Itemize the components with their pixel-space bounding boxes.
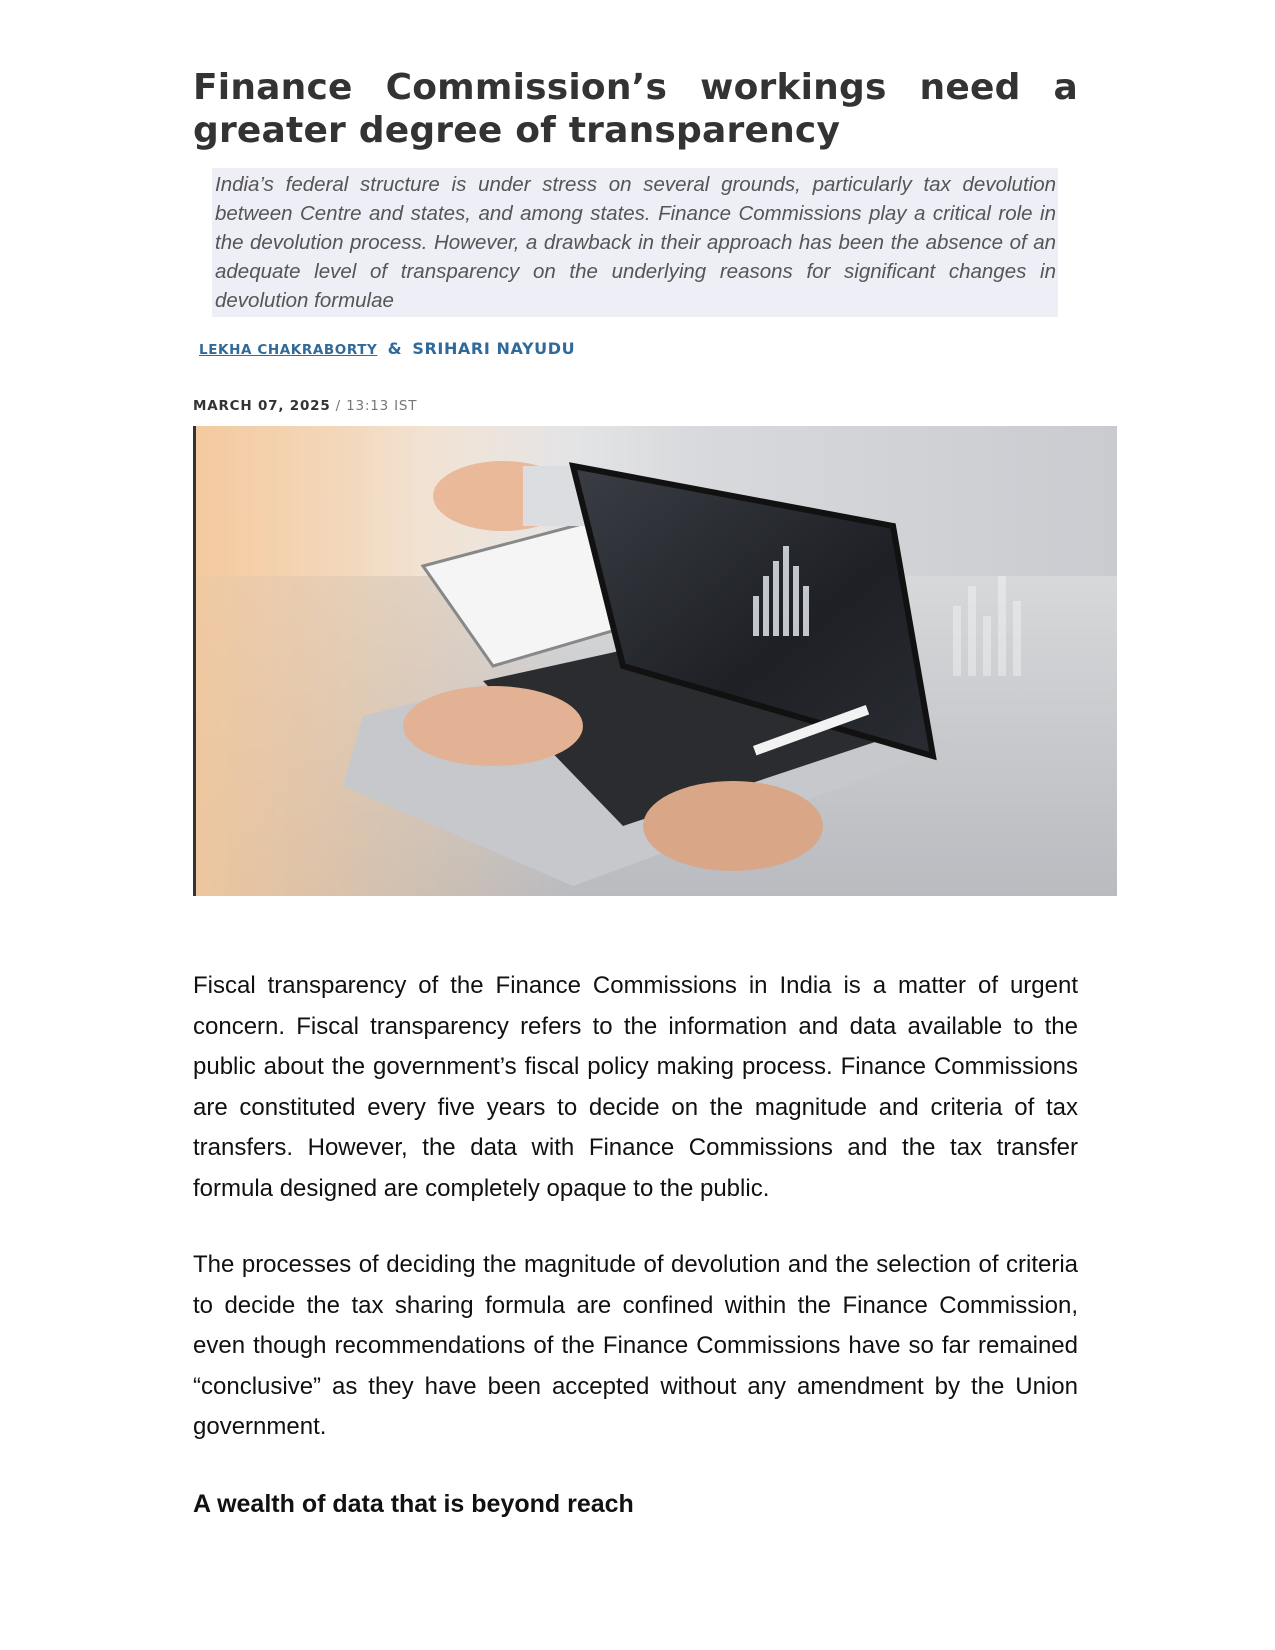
author-link-lekha-chakraborty[interactable]: LEKHA CHAKRABORTY xyxy=(199,342,378,358)
paragraph-1: Fiscal transparency of the Finance Commissions in India is a matter of urgent concern. Fiscal transparency refers to the information and data available to the public about the government’s fiscal policy making process. Finance Commissions are constituted every five years to decide on the magnitude and criteria of tax transfers. However, the data with Finance Commissions and the tax transfer formula designed are completely opaque to the public. xyxy=(193,972,1078,1202)
date-separator: / xyxy=(335,398,342,414)
headline: Finance Commission’s workings need a greater degree of transparency xyxy=(193,67,1078,151)
subheading: A wealth of data that is beyond reach xyxy=(193,1489,634,1518)
article-body xyxy=(193,966,1078,1524)
publish-date: MARCH 07, 2025 xyxy=(193,398,331,414)
article xyxy=(193,66,1078,1524)
publish-time: 13:13 IST xyxy=(346,398,418,414)
author-separator: & xyxy=(387,339,403,358)
author-srihari-nayudu[interactable]: SRIHARI NAYUDU xyxy=(412,339,576,358)
hero-image-laptop-analytics xyxy=(193,426,1117,896)
hero-illustration xyxy=(193,426,1117,896)
dateline xyxy=(193,398,1078,414)
byline xyxy=(199,339,1078,358)
paragraph-2: The processes of deciding the magnitude of devolution and the selection of criteria to decide the tax sharing formula are confined within the Finance Commission, even though recommendations of the Finance Commissions have so far remained “conclusive” as they have been accepted without any amendment by the Union government. xyxy=(193,1251,1078,1440)
standfirst: India’s federal structure is under stress on several grounds, particularly tax devolution between Centre and states, and among states. Finance Commissions play a critical role in the devolution process. However, a drawback in their approach has been the absence of an adequate level of transparency on the underlying reasons for significant changes in devolution formulae xyxy=(212,168,1058,317)
